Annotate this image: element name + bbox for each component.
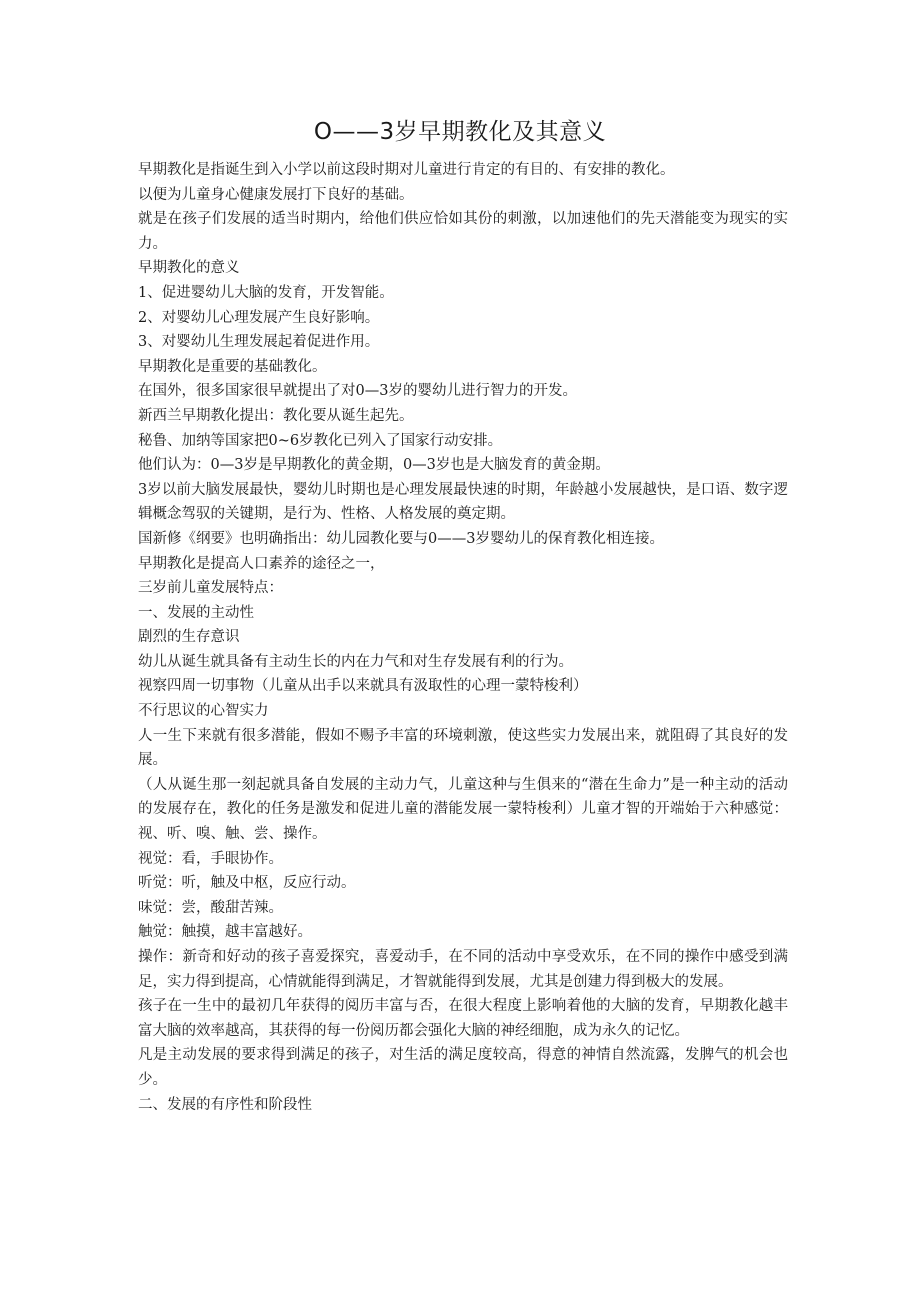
list-item: 听觉：听，触及中枢，反应行动。 [138, 875, 356, 892]
section-heading: 三岁前儿童发展特点： [138, 580, 283, 597]
list-item: 2、对婴幼儿心理发展产生良好影响。 [138, 309, 380, 326]
paragraph: 国新修《纲要》也明确指出：幼儿园教化要与0——3岁婴幼儿的保育教化相连接。 [138, 530, 664, 547]
subheading: 剧烈的生存意识 [138, 629, 240, 646]
paragraph: 秘鲁、加纳等国家把0~6岁教化已列入了国家行动安排。 [138, 432, 503, 449]
paragraph: 新西兰早期教化提出：教化要从诞生起先。 [138, 407, 414, 424]
paragraph: 在国外，很多国家很早就提出了对0—3岁的婴幼儿进行智力的开发。 [138, 383, 577, 400]
list-item: 触觉：触摸，越丰富越好。 [138, 924, 312, 941]
paragraph: 3岁以前大脑发展最快，婴幼儿时期也是心理发展最快速的时期，年龄越小发展越快，是口语、数字逻辑概念驾驭的关键期，是行为、性格、人格发展的奠定期。 [138, 481, 788, 523]
paragraph: 孩子在一生中的最初几年获得的阅历丰富与否，在很大程度上影响着他的大脑的发育，早期教化越丰富大脑的效率越高，其获得的每一份阅历都会强化大脑的神经细胞，成为永久的记忆。 [138, 998, 788, 1039]
paragraph: 他们认为：0—3岁是早期教化的黄金期，0—3岁也是大脑发育的黄金期。 [138, 457, 610, 474]
paragraph: 凡是主动发展的要求得到满足的孩子，对生活的满足度较高，得意的神情自然流露，发脾气的机会也少。 [138, 1047, 788, 1088]
paragraph: （人从诞生那一刻起就具备自发展的主动力气，儿童这种与生俱来的“潜在生命力”是一种主动的活动的发展存在，教化的任务是激发和促进儿童的潜能发展一蒙特梭利）儿童才智的开端始于六种感觉：视、听、嗅、触、尝、操作。 [138, 776, 788, 843]
list-item: 3、对婴幼儿生理发展起着促进作用。 [138, 334, 380, 351]
list-item: 1、促进婴幼儿大脑的发育，开发智能。 [138, 284, 394, 301]
list-item: 视觉：看，手眼协作。 [138, 850, 283, 867]
subheading: 不行思议的心智实力 [138, 703, 269, 720]
paragraph: 幼儿从诞生就具备有主动生长的内在力气和对生存发展有利的行为。 [138, 653, 573, 670]
document-body [138, 158, 788, 1117]
paragraph: 早期教化是提高人口素养的途径之一， [138, 555, 385, 572]
paragraph: 早期教化是重要的基础教化。 [138, 358, 327, 375]
list-item: 味觉：尝，酸甜苦辣。 [138, 899, 283, 916]
paragraph: 就是在孩子们发展的适当时期内，给他们供应恰如其份的刺激，以加速他们的先天潜能变为现实的实力。 [138, 211, 788, 252]
paragraph: 早期教化是指诞生到入小学以前这段时期对儿童进行肯定的有目的、有安排的教化。 [138, 162, 675, 178]
section-heading: 二、发展的有序性和阶段性 [138, 1096, 312, 1113]
document-title: O——3岁早期教化及其意义 [313, 119, 607, 145]
paragraph: 人一生下来就有很多潜能，假如不赐予丰富的环境刺激，使这些实力发展出来，就阻碍了其良好的发展。 [138, 727, 788, 769]
section-heading: 一、发展的主动性 [138, 604, 254, 621]
paragraph: 以便为儿童身心健康发展打下良好的基础。 [138, 186, 414, 203]
paragraph: 视察四周一切事物（儿童从出手以来就具有汲取性的心理一蒙特梭利） [138, 678, 588, 695]
section-heading: 早期教化的意义 [138, 260, 240, 277]
list-item: 操作：新奇和好动的孩子喜爱探究，喜爱动手，在不同的活动中享受欢乐，在不同的操作中感受到满足，实力得到提高，心情就能得到满足，才智就能得到发展，尤其是创建力得到极大的发展。 [138, 949, 788, 990]
